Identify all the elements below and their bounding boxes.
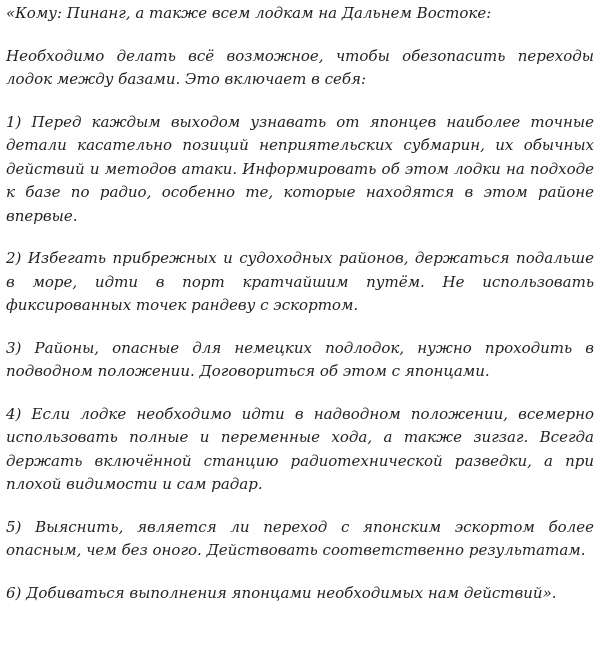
addressee-line: «Кому: Пинанг, а также всем лодкам на Дальнем Востоке: xyxy=(6,4,492,22)
list-item-2: 2) Избегать прибрежных и судоходных районов, держаться подальше в море, идти в порт кратчайшим путём. Не использовать фиксированных точек рандеву с эскортом. xyxy=(6,249,594,314)
list-item-5: 5) Выяснить, является ли переход с японским эскортом более опасным, чем без оного. Действовать соответственно результатам. xyxy=(6,517,594,559)
intro-paragraph: Необходимо делать всё возможное, чтобы обезопасить переходы лодок между базами. Это включает в себя: xyxy=(6,46,594,88)
list-item-6: 6) Добиваться выполнения японцами необходимых нам действий». xyxy=(6,583,557,602)
list-item-4: 4) Если лодке необходимо идти в надводном положении, всемерно использовать полные и переменные хода, а также зигзаг. Всегда держать включённой станцию радиотехнической разведки, а при плохой видимости и сам радар. xyxy=(6,404,594,493)
list-item-1: 1) Перед каждым выходом узнавать от японцев наиболее точные детали касательно позиций неприятельских субмарин, их обычных действий и методов атаки. Информировать об этом лодки на подходе к базе по радио, особенно те, которые находятся в этом районе впервые. xyxy=(6,112,594,225)
list-item-3: 3) Районы, опасные для немецких подлодок, нужно проходить в подводном положении. Договориться об этом с японцами. xyxy=(6,338,594,380)
